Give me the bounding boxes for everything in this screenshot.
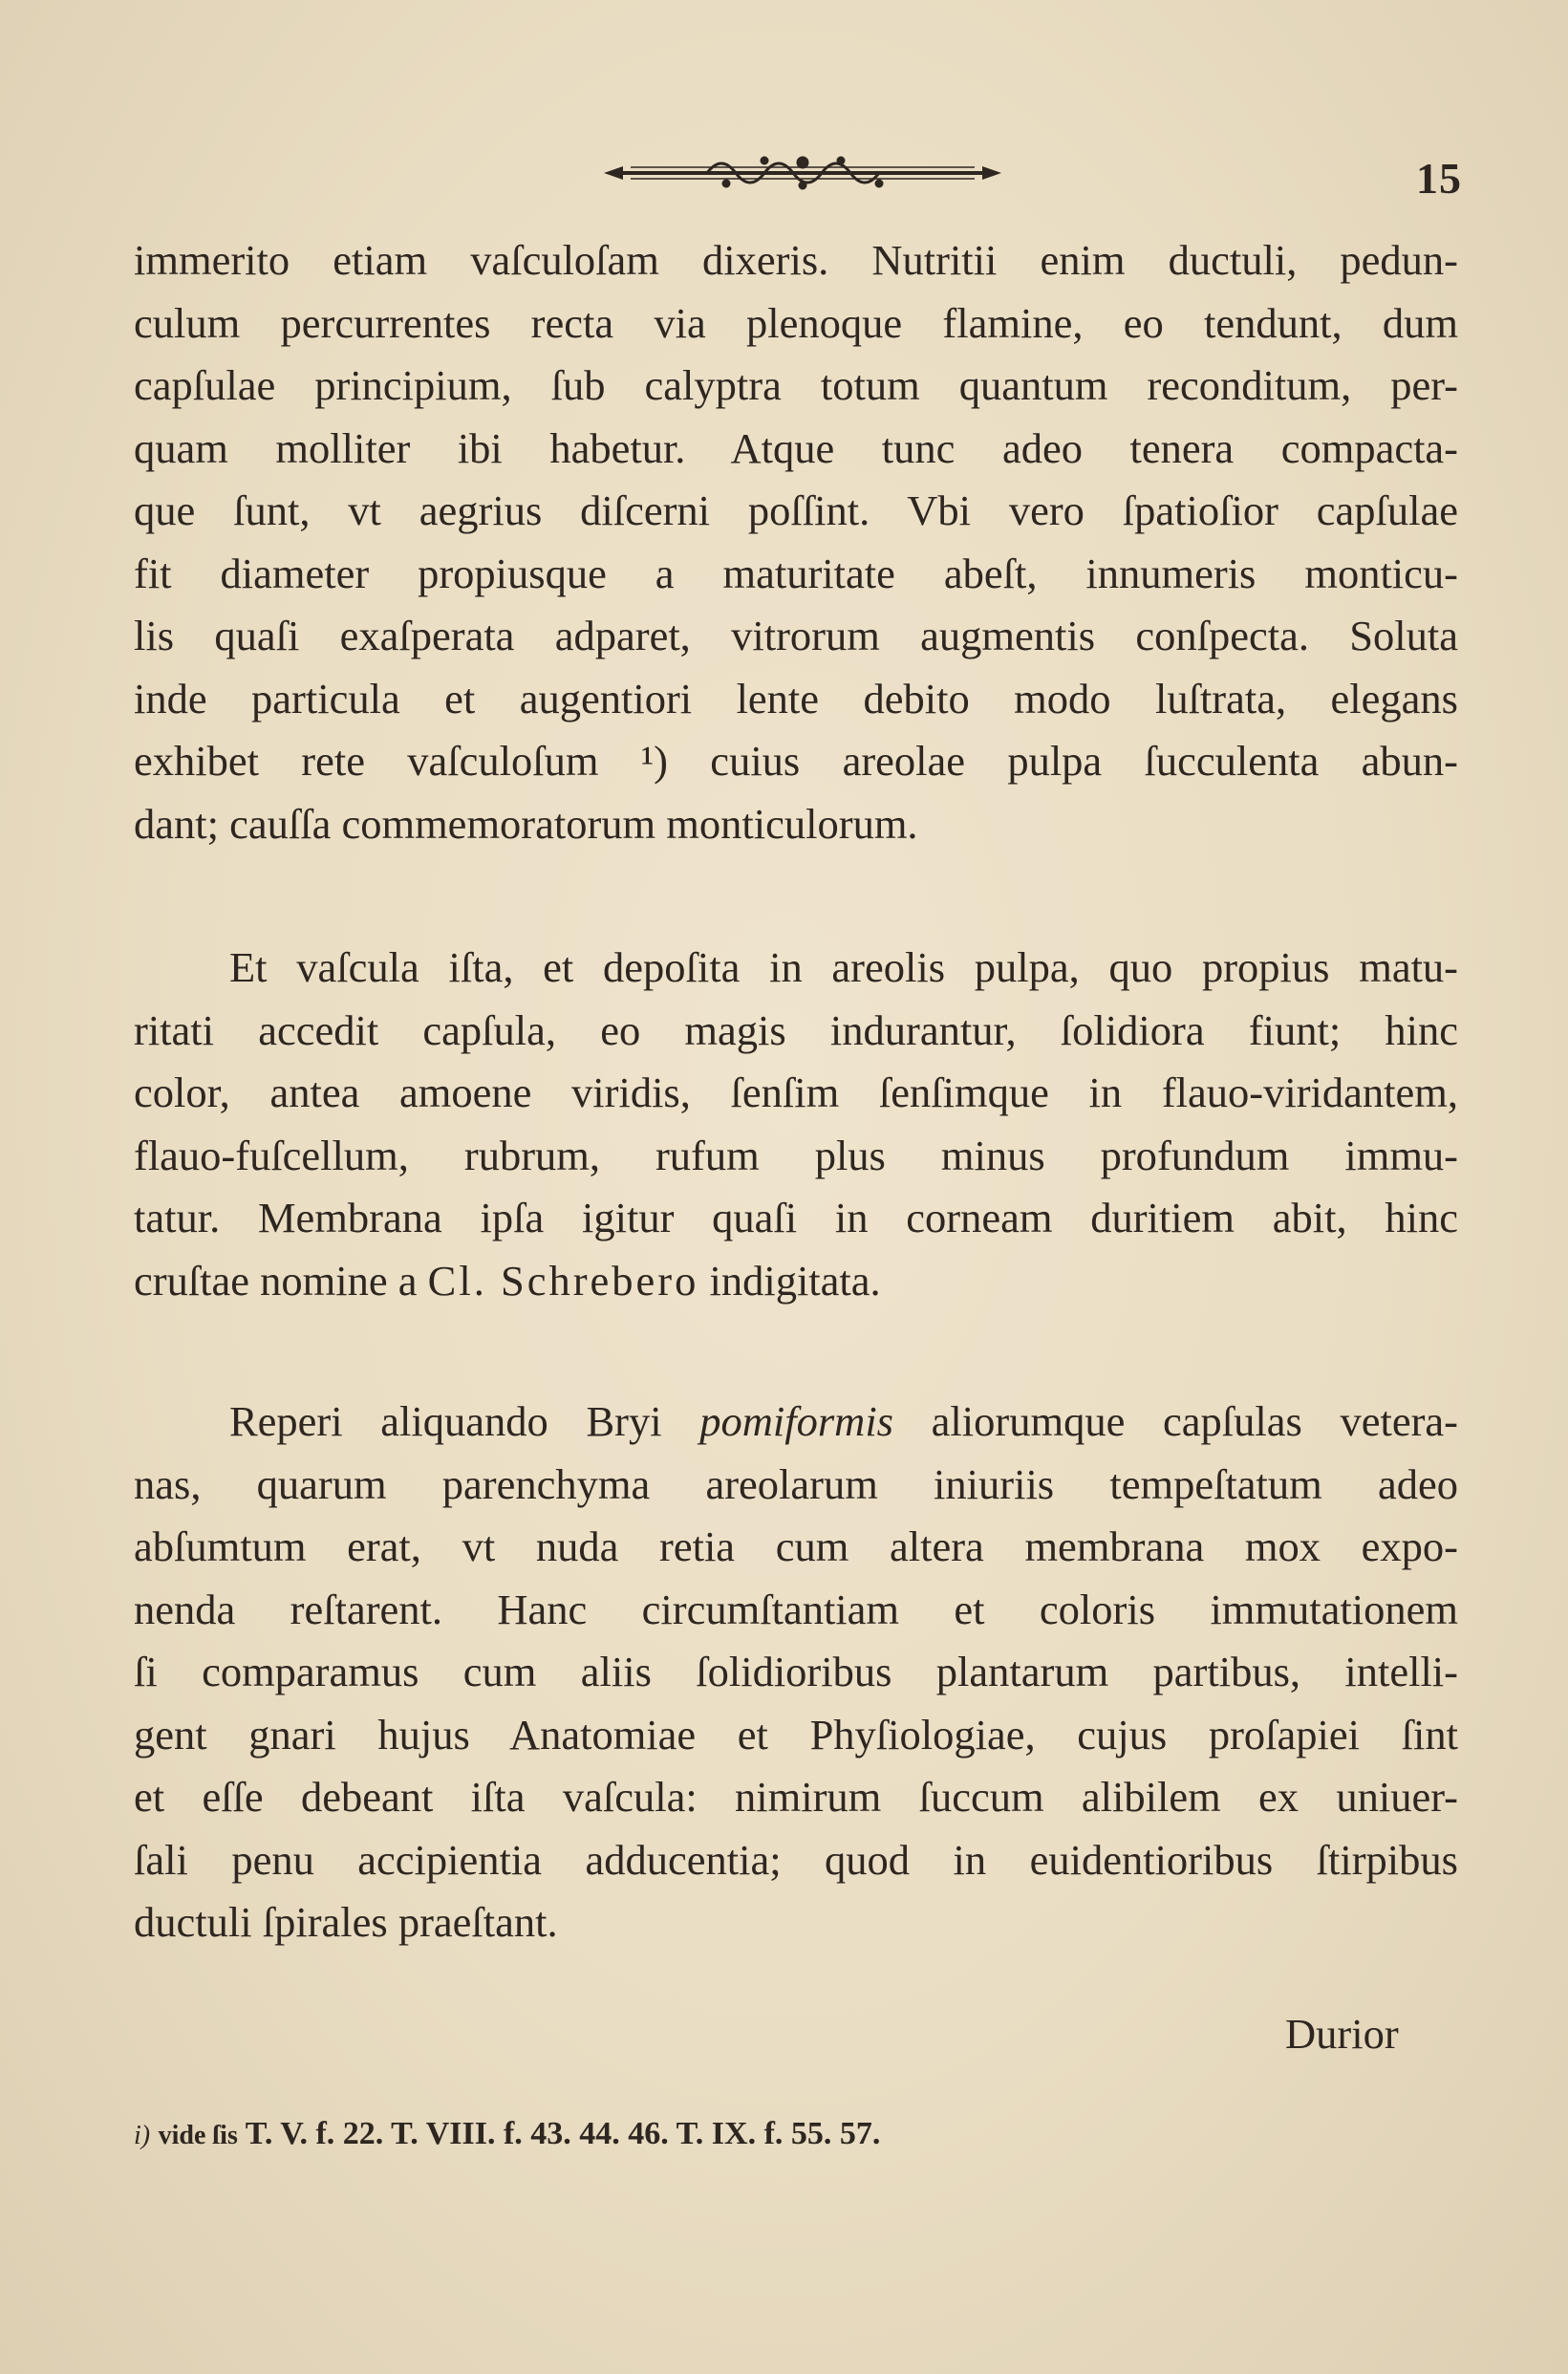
text-line: flauo-fuſcellum, rubrum, rufum plus minus profundum immu- bbox=[134, 1131, 1458, 1179]
text-line: color, antea amoene viridis, ſenſim ſenſimque in flauo-viridantem, bbox=[134, 1068, 1458, 1116]
text-line: Et vaſcula iſta, et depoſita in areolis pulpa, quo propius matu- bbox=[229, 943, 1458, 991]
text-line: et eſſe debeant iſta vaſcula: nimirum ſuccum alibilem ex uniuer- bbox=[134, 1773, 1458, 1821]
paragraph-1 bbox=[134, 229, 1458, 855]
text-segment: Reperi aliquando Bryi bbox=[229, 1397, 700, 1445]
page-number: 15 bbox=[1416, 154, 1462, 203]
species-name: pomiformis bbox=[699, 1397, 893, 1445]
paragraph-3 bbox=[134, 1391, 1458, 1954]
text-line: exhibet rete vaſculoſum ¹) cuius areolae pulpa ſucculenta abun- bbox=[134, 737, 1458, 785]
text-segment: indigitata. bbox=[698, 1256, 881, 1305]
text-line: ductuli ſpirales praeſtant. bbox=[134, 1898, 558, 1946]
text-line bbox=[134, 1391, 1458, 1454]
text-line: culum percurrentes recta via plenoque flamine, eo tendunt, dum bbox=[134, 298, 1458, 347]
text-line: tatur. Membrana ipſa igitur quaſi in corneam duritiem abit, hinc bbox=[134, 1194, 1458, 1241]
footnote bbox=[134, 2116, 880, 2152]
text-line: inde particula et augentiori lente debito modo luſtrata, elegans bbox=[134, 674, 1458, 723]
text-line: dant; cauſſa commemoratorum monticulorum. bbox=[134, 799, 918, 848]
text-segment: cruſtae nomine a bbox=[134, 1256, 428, 1305]
text-line: quam molliter ibi habetur. Atque tunc adeo tenera compacta- bbox=[134, 423, 1458, 472]
footnote-intro: vide ſis bbox=[158, 2121, 238, 2150]
text-line: gent gnari hujus Anatomiae et Phyſiologiae, cujus proſapiei ſint bbox=[134, 1710, 1458, 1759]
text-line: que ſunt, vt aegrius diſcerni poſſint. Vbi vero ſpatioſior capſulae bbox=[134, 486, 1458, 534]
text-line: immerito etiam vaſculoſam dixeris. Nutritii enim ductuli, pedun- bbox=[134, 236, 1458, 284]
text-segment: aliorumque capſulas vetera- bbox=[893, 1397, 1458, 1445]
text-line: nas, quarum parenchyma areolarum iniuriis tempeſtatum adeo bbox=[134, 1459, 1458, 1508]
footnote-label: i) bbox=[134, 2121, 151, 2150]
text-line: abſumtum erat, vt nuda retia cum altera membrana mox expo- bbox=[134, 1522, 1458, 1570]
ornamental-header-icon bbox=[602, 149, 1003, 197]
text-line: lis quaſi exaſperata adparet, vitrorum augmentis conſpecta. Soluta bbox=[134, 612, 1458, 659]
catchword: Durior bbox=[1285, 2010, 1399, 2058]
text-line: ſali penu accipientia adducentia; quod in euidentioribus ſtirpibus bbox=[134, 1835, 1458, 1884]
text-line: ſi comparamus cum aliis ſolidioribus plantarum partibus, intelli- bbox=[134, 1648, 1458, 1695]
text-line: nenda reſtarent. Hanc circumſtantiam et coloris immutationem bbox=[134, 1585, 1458, 1633]
paragraph-2 bbox=[134, 937, 1458, 1312]
text-line bbox=[134, 1250, 1458, 1313]
text-line: fit diameter propiusque a maturitate abeſt, innumeris monticu- bbox=[134, 549, 1458, 597]
text-line: capſulae principium, ſub calyptra totum quantum reconditum, per- bbox=[134, 361, 1458, 409]
author-name: Cl. Schrebero bbox=[427, 1256, 699, 1305]
text-line: ritati accedit capſula, eo magis indurantur, ſolidiora fiunt; hinc bbox=[134, 1005, 1458, 1054]
footnote-references: T. V. f. 22. T. VIII. f. 43. 44. 46. T. IX. f. 55. 57. bbox=[245, 2116, 881, 2151]
